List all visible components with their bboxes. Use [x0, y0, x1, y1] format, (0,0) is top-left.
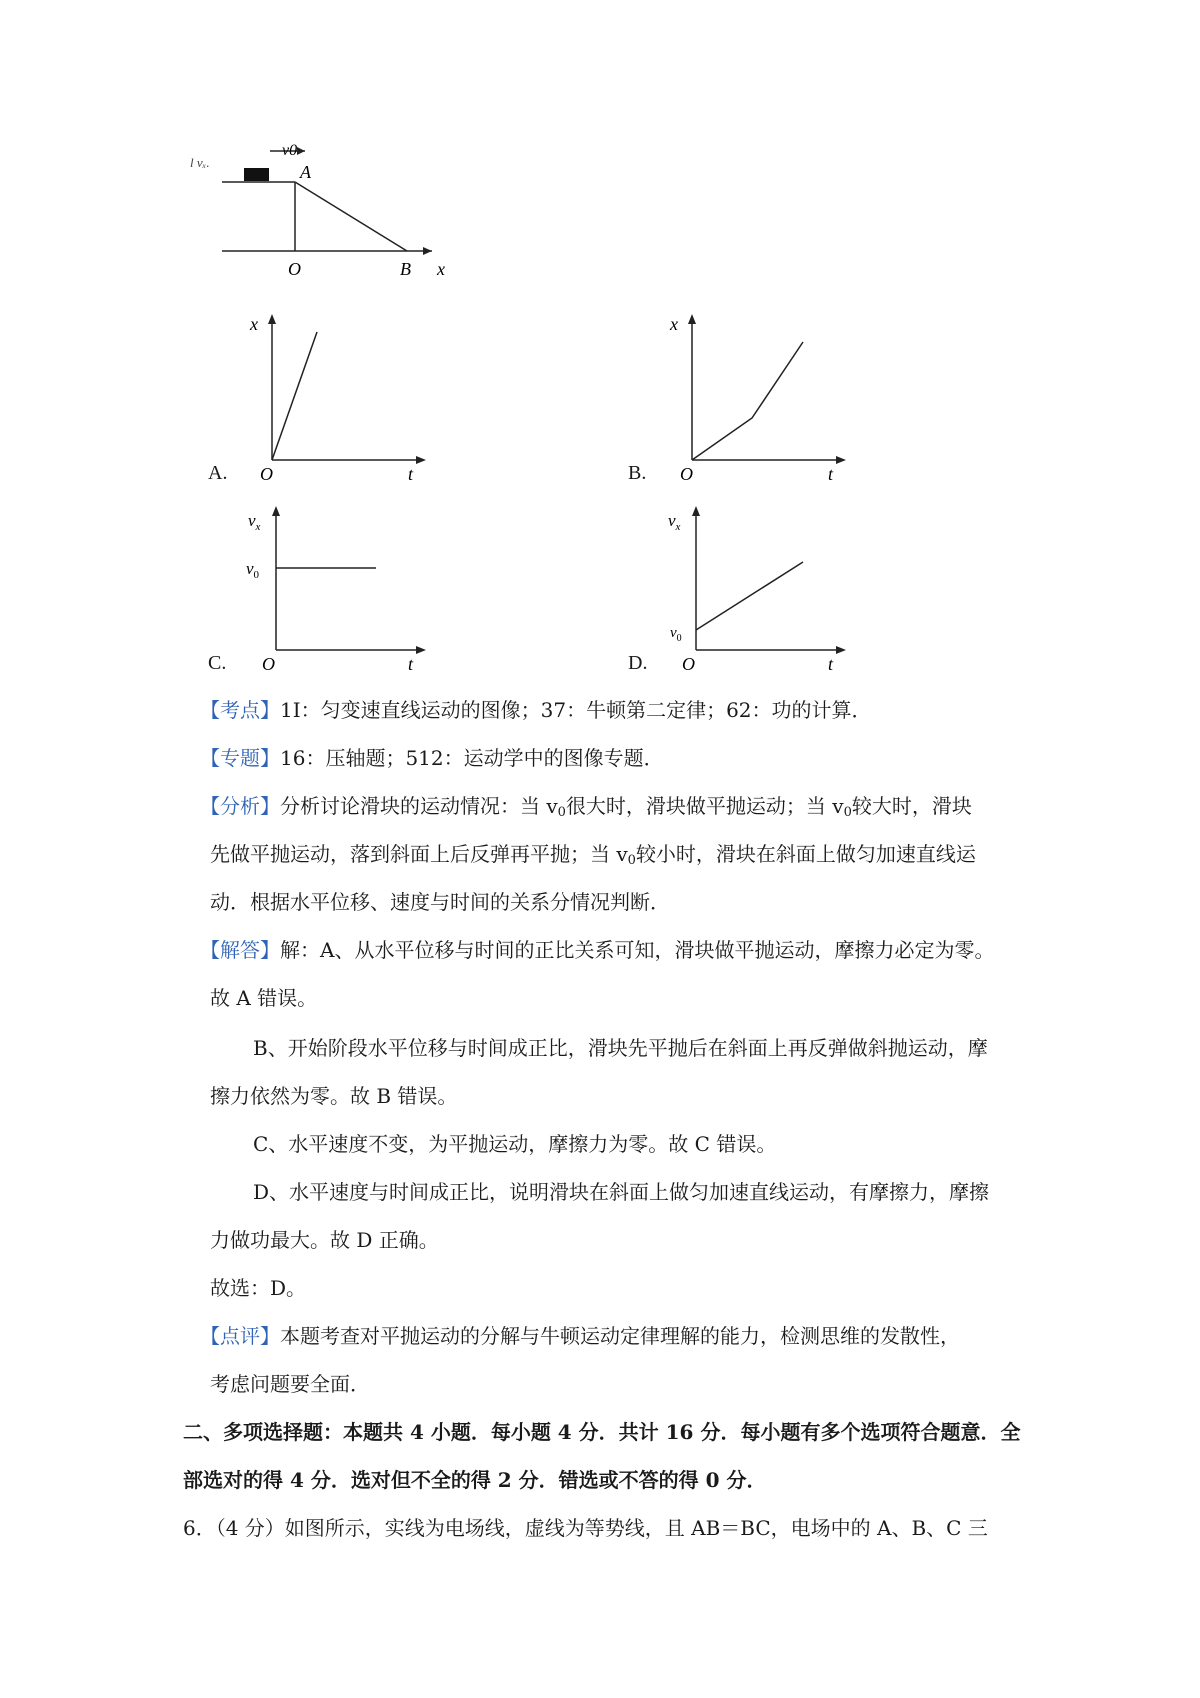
graph-C-t-label: t [408, 654, 414, 674]
jieda-line-6: D、水平速度与时间成正比，说明滑块在斜面上做匀加速直线运动，有摩擦力，摩擦 [253, 1180, 990, 1204]
dianping-tag: 【点评】 [200, 1324, 280, 1348]
point-A: A [300, 162, 311, 182]
graph-B-t-label: t [828, 464, 834, 484]
kaodian-text: 1I：匀变速直线运动的图像；37：牛顿第二定律；62：功的计算． [280, 698, 872, 722]
incline-figure [190, 142, 500, 285]
slider-block [244, 168, 269, 181]
graph-C-y-label: $v_x$ [248, 511, 261, 533]
jieda-line-2: 故 A 错误。 [210, 986, 318, 1010]
dianping-line-2: 考虑问题要全面． [210, 1372, 370, 1396]
jieda-line-8: 故选：D。 [210, 1276, 307, 1300]
kaodian-tag: 【考点】 [200, 698, 280, 722]
stray-label: l vₓ. [190, 155, 210, 170]
jieda-line-3: B、开始阶段水平位移与时间成正比，滑块先平抛后在斜面上再反弹做斜抛运动，摩 [253, 1036, 988, 1060]
jieda-line-1: 【解答】解：A、从水平位移与时间的正比关系可知，滑块做平抛运动，摩擦力必定为零。 [200, 938, 995, 962]
graph-A-t-label: t [408, 464, 414, 484]
point-O: O [288, 259, 301, 279]
zhuanti-line [200, 746, 664, 770]
dianping-line-1: 【点评】本题考查对平抛运动的分解与牛顿运动定律理解的能力，检测思维的发散性， [200, 1324, 960, 1348]
graph-B-y-label: x [670, 314, 678, 334]
graph-C-v0-label: $v_0$ [246, 559, 260, 581]
fenxi-line-2: 先做平抛运动，落到斜面上后反弹再平抛；当 $v_0$较小时，滑块在斜面上做匀加速直线运 [210, 842, 976, 868]
graph-B-origin: O [680, 464, 693, 484]
fenxi-line-1: 【分析】分析讨论滑块的运动情况：当 $v_0$很大时，滑块做平抛运动；当 $v_0$较大时，滑块 [200, 794, 972, 820]
graph-C [240, 500, 430, 674]
graph-C-origin: O [262, 654, 275, 674]
graph-D-y-label: $v_x$ [668, 511, 681, 533]
zhuanti-tag: 【专题】 [200, 746, 280, 770]
option-A-label: A. [208, 462, 228, 484]
option-B-label: B. [628, 462, 647, 484]
jieda-tag: 【解答】 [200, 938, 280, 962]
jieda-line-7: 力做功最大。故 D 正确。 [210, 1228, 439, 1252]
graph-D-v0-label: $v_0$ [670, 625, 682, 644]
graph-B [660, 310, 850, 484]
zhuanti-text: 16：压轴题；512：运动学中的图像专题． [280, 746, 664, 770]
axis-x-label: x [437, 259, 445, 279]
fenxi-line-3: 动．根据水平位移、速度与时间的关系分情况判断． [210, 890, 670, 914]
jieda-line-5: C、水平速度不变，为平抛运动，摩擦力为零。故 C 错误。 [253, 1132, 777, 1156]
question-6-stem: 6．（4 分）如图所示，实线为电场线，虚线为等势线，且 AB＝BC，电场中的 A、B、C 三 [183, 1516, 988, 1540]
option-C-label: C. [208, 652, 227, 674]
graph-A-y-label: x [250, 314, 258, 334]
fenxi-tag: 【分析】 [200, 794, 280, 818]
graph-A-origin: O [260, 464, 273, 484]
graph-A [240, 310, 430, 484]
graph-D-origin: O [682, 654, 695, 674]
kaodian-line [200, 698, 872, 722]
graph-D [660, 500, 850, 674]
jieda-line-4: 擦力依然为零。故 B 错误。 [210, 1084, 458, 1108]
option-D-label: D. [628, 652, 648, 674]
point-B: B [400, 259, 411, 279]
section2-heading-1: 二、多项选择题：本题共 4 小题．每小题 4 分．共计 16 分．每小题有多个选项符合题意．全 [183, 1420, 1021, 1444]
v0-label: v0 [282, 142, 298, 159]
section2-heading-2: 部选对的得 4 分．选对但不全的得 2 分．错选或不答的得 0 分． [183, 1468, 767, 1492]
graph-D-t-label: t [828, 654, 834, 674]
